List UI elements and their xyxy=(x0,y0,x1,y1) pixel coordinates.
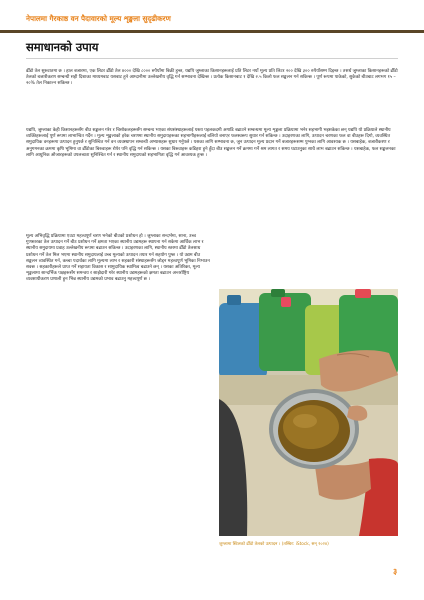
running-header: नेपालमा गैरकाष्ठ वन पैदावारको मूल्य शृङ्खला सुदृढीकरण xyxy=(26,14,171,23)
paragraph-3: मूल्य अभिवृद्धि प्रक्रियामा एउटा महत्त्वपूर्ण चरण भनेको बीउको प्रशोधन हो । जुम्लाका सन्दर्भमा, साना, उच्च गुणस्तरका तेल उत्पादन गर्ने बीउ प्रशोधन गर्ने क्षमता भएका स्थानीय उद्यमहरू स्थापना गर्न सकेमा आर्थिक लाभ र स्थानीय समुदायमा प्रवाह उल्लेखनीय रूपमा बढाउन सकिन्छ । उदाहरणका लागि, स्थानीय स्तरमा ढीँडो तेलसाथ प्रशोधन गर्ने तेल मिल भएमा स्थानीय समुदायलाई उच्च मूल्यको उत्पादन तयार गर्न सहयोग पुग्छ । यो उद्यम बीउ सङ्कलन व्यवस्थित गर्न, कच्चा पदार्थका लागि मूल्यमा लाभ र सहकारी संस्थाहरूसँग जोड्न महत्त्वपूर्ण भूमिका निभाउन सक्छ । सहकारीहरूले प्राप्त गर्ने सहायता विकास र सामुदायिक स्वामित्व बढाउने छन् । यसका अतिरिक्त, मूल्य शृङ्खलामा सान्दर्भिक पक्षहरूसँग समन्वय र साझेदारी गरेर स्थानीय उद्यमहरूको क्षमता बढाउन अन्तर्राष्ट्रिय व्यवसायीकरण प्रणाली हुन भिन्न स्थानीय उद्यमको प्रभाव बढाउनु महत्त्वपूर्ण छ । xyxy=(26,234,210,283)
paragraph-2: यद्यपि, जुम्लाका केही किसानहरूसँग बीउ सङ्कलन गरेर र चिसोकलहरूसँग सम्बन्ध भएका संघसंस्थाहरूलाई यस्ता पहलकदमी अगाडि बढाउने सम्बन्धमा मूल्य शृङ्खला प्रक्रियामा भनेर सहभागी भइसकेका छन् यद्यपि यो प्रक्रियाले स्थानीय व्यक्तिहरूलाई पूर्ण रूपमा लाभान्वित गर्दैन । मूल्य शृङ्खलाको हरेक चरणमा स्थानीय समुदायहरूका सहभागीहरूलाई बलियो बनाएर फलस्वरूप सुधार गर्न सकिन्छ । उदाहरणका लागि, उत्पादन चरणका फल वा बीउहरू दिगो, व्यवस्थित समुदायिक वनहरूमा उत्पादन हुनुपर्छ र सुनिश्चित गर्न वन व्यवस्थापन सम्बन्धी अभ्यासहरू सुधार गर्नुपर्छ । यसका लागि सम्भावना छ, जुन उत्पादन मूल्य प्रदान गर्ने बजारहरूसम्म पुग्नका लागि आवश्यक छ । यसबाहेक, बजारीकरण र अनुगमनका क्रममा कृषि भूमिमा वा ढीँडोका बिरुवाहरू रोपेर पनि वृद्धि गर्न सकिन्छ । यसका बिरुवाहरू कडिहरा हुने हुँदा बीउ सङ्कलन गर्ने क्रममा गर्ने श्रम लागत र समय घटाउनुका साथै लाभ बढाउन सकिन्छ । यसबाहेक, फल सङ्कलनका लागि आधुनिक औजारहरूको उपलब्धता सुनिश्चित गर्न र स्थानीय समुदायको सहभागिता वृद्धि गर्न आवश्यक हुन्छ । xyxy=(26,128,396,158)
oil-bowl-photo xyxy=(219,289,398,536)
section-title: समाधानको उपाय xyxy=(26,40,99,54)
title-divider xyxy=(26,58,398,59)
header-rule xyxy=(0,30,424,33)
paragraph-1: ढीँडो तेल सुरुवातमा छ । हाल बजारमा, एक लिटर ढीँडो तेल ४००० देखि ८००० रुपैयाँमा बिक्री हुन्छ, यद्यपि जुम्लाका किसानहरूलाई प्रति लिटर नयाँ मूल्य प्रति लिटर २०० देखि ३०० रुपैयाँसम्म दिइन्छ । तसर्थ जुम्लाका किसानहरूको ढीँडो तेलको बजारीकरण सम्बन्धी सही दिशाका माध्यमबाट यसबाट हुने आम्दानीमा उल्लेखनीय वृद्धि गर्न सम्भावना देखिन्छ । प्रत्येक किसानबाट १ देखि २.५ किलो फल सङ्कलन गर्न सकिन्छ । पूर्ण रूपमा पाकेको, सुकेको बीउबाट लगभग १५ – २०% तेल निकाल्न सकिन्छ । xyxy=(26,69,398,87)
photo-caption: जुम्लामा स्टिलको ढीँडो तेलको उत्पादन । (तस्बिर: iStock, सन् २०२४) xyxy=(219,542,329,547)
page-number: ३ xyxy=(393,567,398,576)
